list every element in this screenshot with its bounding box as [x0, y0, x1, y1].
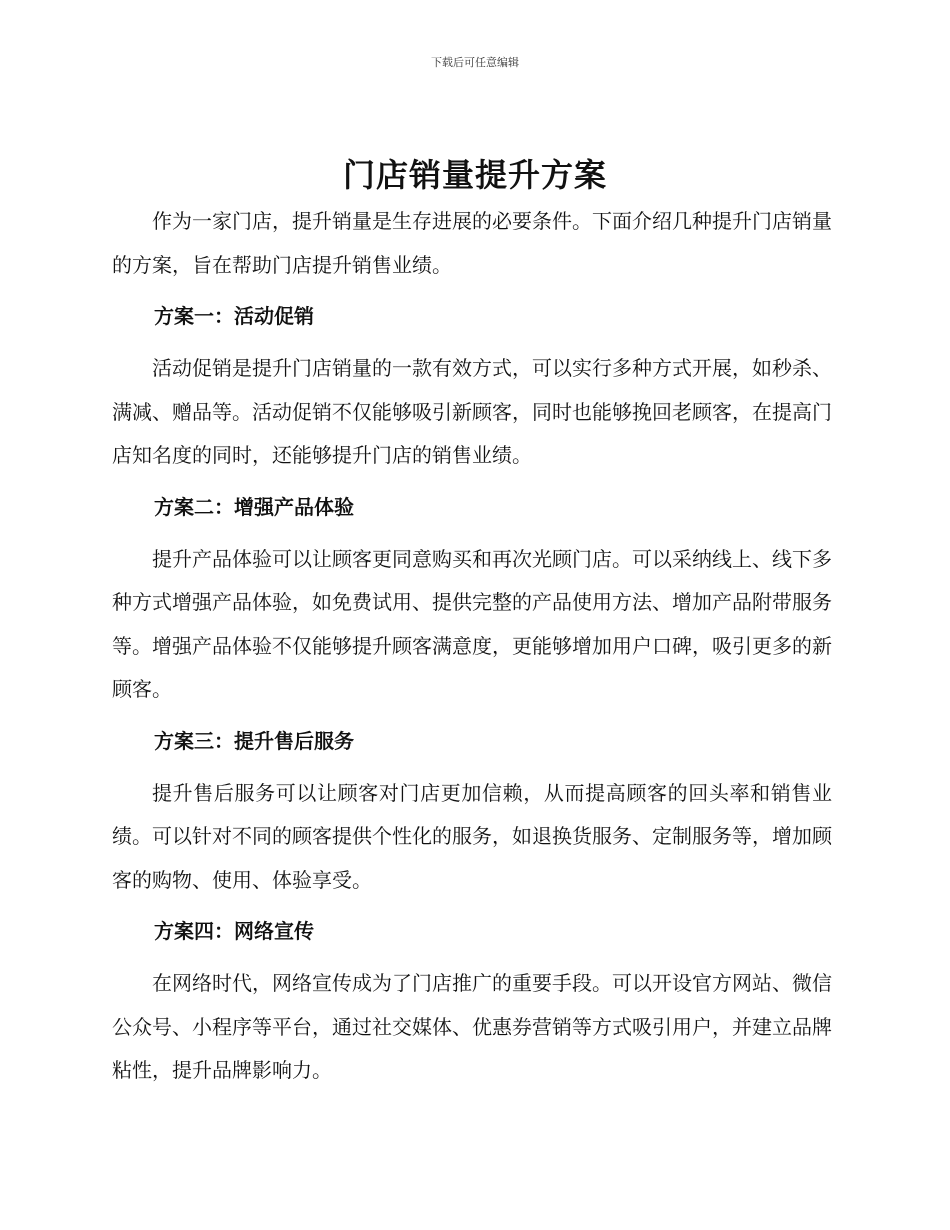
intro-paragraph: 作为一家门店，提升销量是生存进展的必要条件。下面介绍几种提升门店销量的方案，旨在帮助门店提升销售业绩。 [112, 209, 832, 277]
section-heading-1: 方案一：活动促销 [154, 304, 314, 328]
page-title: 门店销量提升方案 [342, 156, 607, 194]
section-paragraph-4: 在网络时代，网络宣传成为了门店推广的重要手段。可以开设官方网站、微信公众号、小程序等平台，通过社交媒体、优惠券营销等方式吸引用户，并建立品牌粘性，提升品牌影响力。 [112, 971, 832, 1082]
header-note: 下载后可任意编辑 [431, 56, 519, 69]
section-paragraph-1: 活动促销是提升门店销量的一款有效方式，可以实行多种方式开展，如秒杀、满减、赠品等。活动促销不仅能够吸引新顾客，同时也能够挽回老顾客，在提高门店知名度的同时，还能够提升门店的销售业绩。 [112, 356, 832, 467]
section-paragraph-2: 提升产品体验可以让顾客更同意购买和再次光顾门店。可以采纳线上、线下多种方式增强产品体验，如免费试用、提供完整的产品使用方法、增加产品附带服务等。增强产品体验不仅能够提升顾客满意度，更能够增加用户口碑，吸引更多的新顾客。 [112, 546, 832, 701]
section-heading-4: 方案四：网络宣传 [154, 919, 314, 943]
section-heading-2: 方案二：增强产品体验 [154, 494, 354, 519]
document-body [112, 200, 832, 1101]
section-heading-3: 方案三：提升售后服务 [154, 728, 354, 753]
section-paragraph-3: 提升售后服务可以让顾客对门店更加信赖，从而提高顾客的回头率和销售业绩。可以针对不同的顾客提供个性化的服务，如退换货服务、定制服务等，增加顾客的购物、使用、体验享受。 [112, 780, 832, 892]
